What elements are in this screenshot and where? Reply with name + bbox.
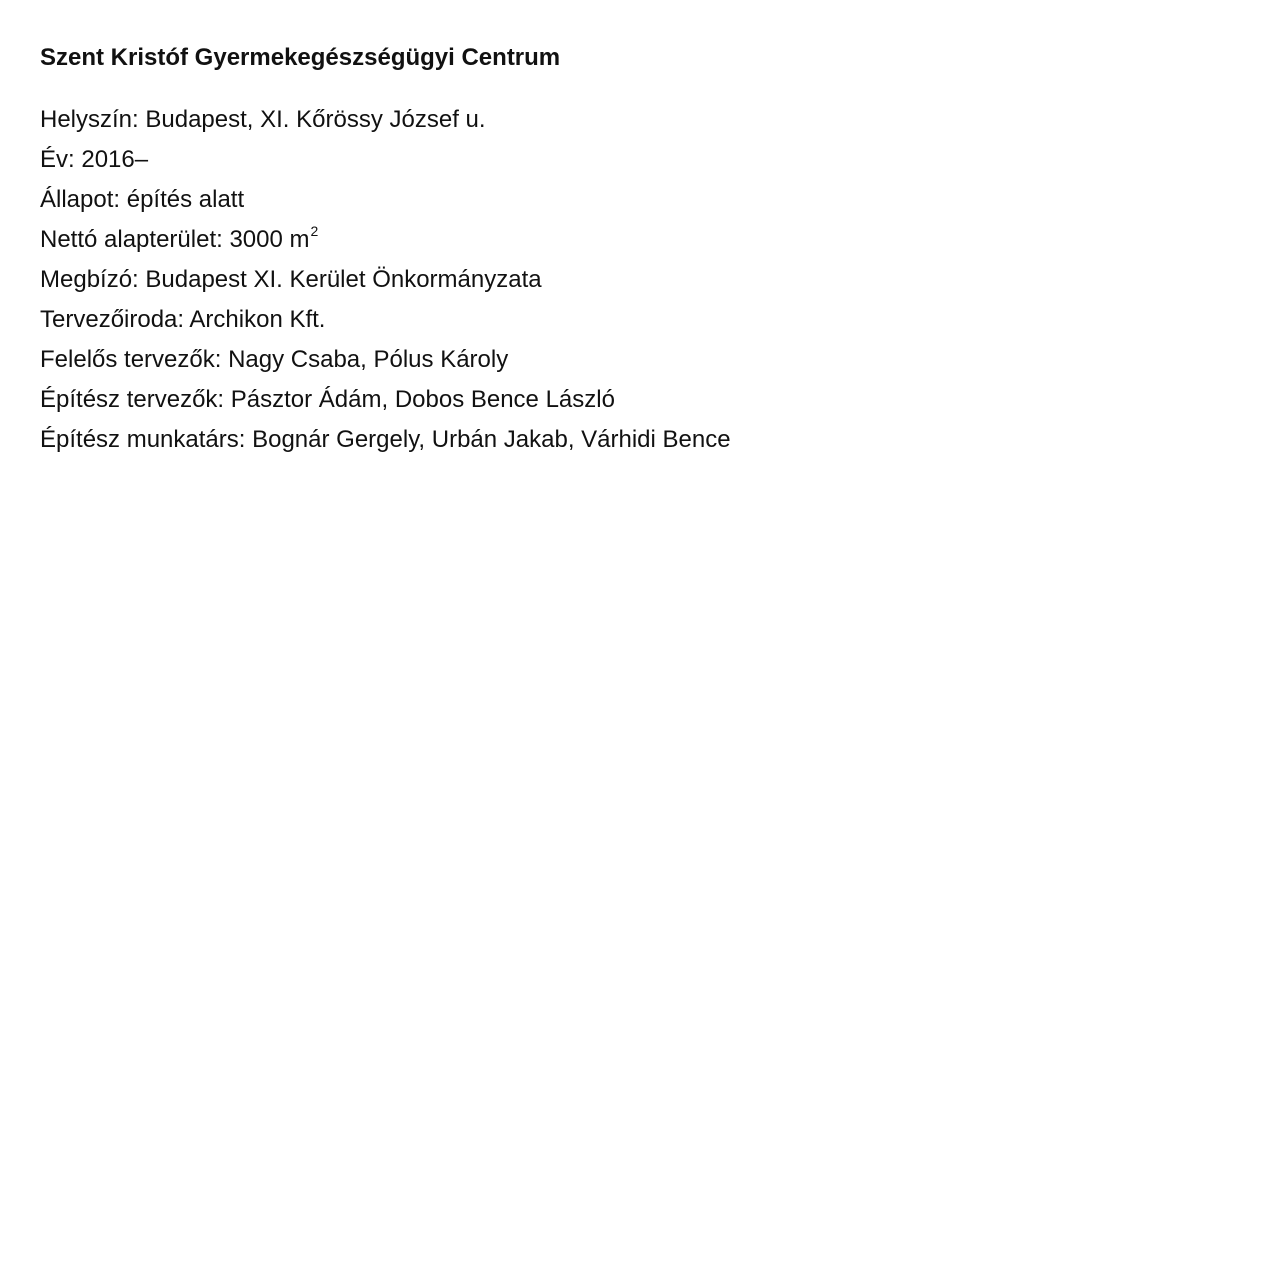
detail-unit-superscript: 2 [310, 223, 319, 239]
project-detail-list [40, 100, 1220, 460]
detail-value: Budapest XI. Kerület Önkormányzata [145, 266, 542, 293]
detail-value: 2016– [81, 146, 149, 173]
detail-year [40, 140, 1220, 180]
detail-label: Építész munkatárs: [40, 426, 246, 453]
detail-value: Bognár Gergely, Urbán Jakab, Várhidi Bence [252, 426, 731, 453]
detail-status [40, 180, 1220, 220]
detail-label: Építész tervezők: [40, 386, 225, 413]
detail-value: Pásztor Ádám, Dobos Bence László [230, 386, 615, 413]
detail-architect-collaborators [40, 420, 1220, 460]
detail-label: Helyszín: [40, 106, 139, 133]
detail-label: Tervezőiroda: [40, 306, 185, 333]
project-title: Szent Kristóf Gyermekegészségügyi Centrum [40, 44, 561, 71]
detail-value: építés alatt [126, 186, 245, 213]
detail-design-office [40, 300, 1220, 340]
detail-label: Megbízó: [40, 266, 139, 293]
detail-lead-designers [40, 340, 1220, 380]
detail-net-area [40, 220, 1220, 260]
detail-label: Nettó alapterület: [40, 226, 223, 253]
detail-client [40, 260, 1220, 300]
detail-architect-designers [40, 380, 1220, 420]
detail-label: Év: [40, 146, 75, 173]
detail-value: Budapest, XI. Kőrössy József u. [145, 106, 486, 133]
detail-label: Felelős tervezők: [40, 346, 222, 373]
project-info [40, 40, 1220, 460]
detail-label: Állapot: [40, 186, 121, 213]
detail-value: Archikon Kft. [189, 306, 326, 333]
detail-value: Nagy Csaba, Pólus Károly [228, 346, 509, 373]
detail-location [40, 100, 1220, 140]
detail-value: 3000 m [229, 226, 310, 253]
